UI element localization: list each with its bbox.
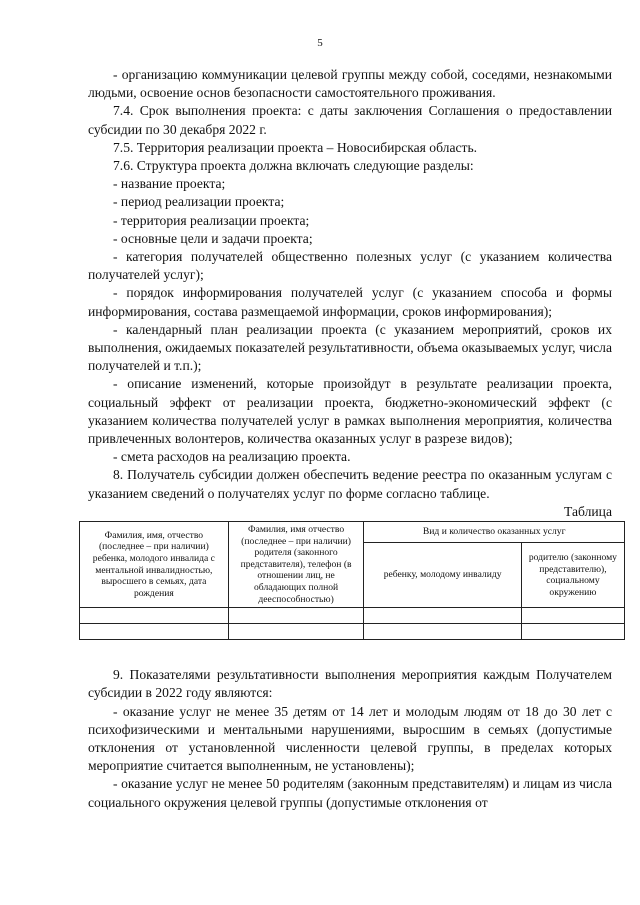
header-services: Вид и количество оказанных услуг <box>364 522 625 543</box>
header-parent-name: Фамилия, имя отчество (последнее – при наличии) родителя (законного представителя), телефон (в отношении лиц, не обладающих полной дееспособностью) <box>228 522 364 608</box>
paragraph-7-5: 7.5. Территория реализации проекта – Новосибирская область. <box>113 139 478 155</box>
page-number: 5 <box>317 37 323 49</box>
document-body <box>88 66 617 812</box>
list-item: - описание изменений, которые произойдут в результате реализации проекта, социальный эффект от реализации проекта, бюджетно-экономический эффект (с указанием количества получателей услуг в рамках выполнения мероприятия, количества привлеченных волонтеров, количества оказанных услуг в разрезе видов); <box>88 376 612 447</box>
list-item: - смета расходов на реализацию проекта. <box>113 449 351 465</box>
list-item: - порядок информирования получателей услуг (с указанием способа и формы информирования, состава размещаемой информации, сроков информирования); <box>88 285 612 319</box>
list-item: - календарный план реализации проекта (с указанием мероприятий, сроков их выполнения, ожидаемых показателей результативности, объема оказываемых услуг, числа получателей и т.п.); <box>88 321 612 374</box>
header-child-name: Фамилия, имя, отчество (последнее – при наличии) ребенка, молодого инвалида с ментальной инвалидностью, выросшего в семьях, дата рождения <box>80 522 229 608</box>
table-caption: Таблица <box>564 503 612 519</box>
paragraph-communication: - организацию коммуникации целевой группы между собой, соседями, незнакомыми людьми, освоение основ безопасности самостоятельного проживания. <box>88 67 612 101</box>
header-services-child: ребенку, молодому инвалиду <box>364 543 521 608</box>
list-item: - территория реализации проекта; <box>113 212 310 228</box>
table-row <box>80 608 625 624</box>
list-item: - категория получателей общественно полезных услуг (с указанием количества получателей услуг); <box>88 249 612 283</box>
paragraph-9: 9. Показателями результативности выполнения мероприятия каждым Получателем субсидии в 2022 году являются: <box>88 667 612 701</box>
services-registry-table <box>79 521 625 640</box>
list-item: - период реализации проекта; <box>113 194 285 210</box>
paragraph-7-4: 7.4. Срок выполнения проекта: с даты заключения Соглашения о предоставлении субсидии по 30 декабря 2022 г. <box>88 103 612 137</box>
header-services-parent: родителю (законному представителю), социальному окружению <box>521 543 624 608</box>
paragraph-7-6: 7.6. Структура проекта должна включать следующие разделы: <box>113 158 474 174</box>
table-header-row <box>80 522 625 543</box>
table-row <box>80 624 625 640</box>
list-item: - оказание услуг не менее 50 родителям (законным представителям) и лицам из числа социального окружения целевой группы (допустимые отклонения от <box>88 776 612 810</box>
paragraph-8: 8. Получатель субсидии должен обеспечить ведение реестра по оказанным услугам с указанием сведений о получателях услуг по форме согласно таблице. <box>88 467 612 501</box>
list-item: - основные цели и задачи проекта; <box>113 230 313 246</box>
list-item: - название проекта; <box>113 176 226 192</box>
list-item: - оказание услуг не менее 35 детям от 14 лет и молодым людям от 18 до 30 лет с психофизическими и ментальными нарушениями, выросшим в семьях (допустимые отклонения от установленной численности целевой группы, в пределах которых мероприятие считается выполненным, не установлены); <box>88 703 612 774</box>
